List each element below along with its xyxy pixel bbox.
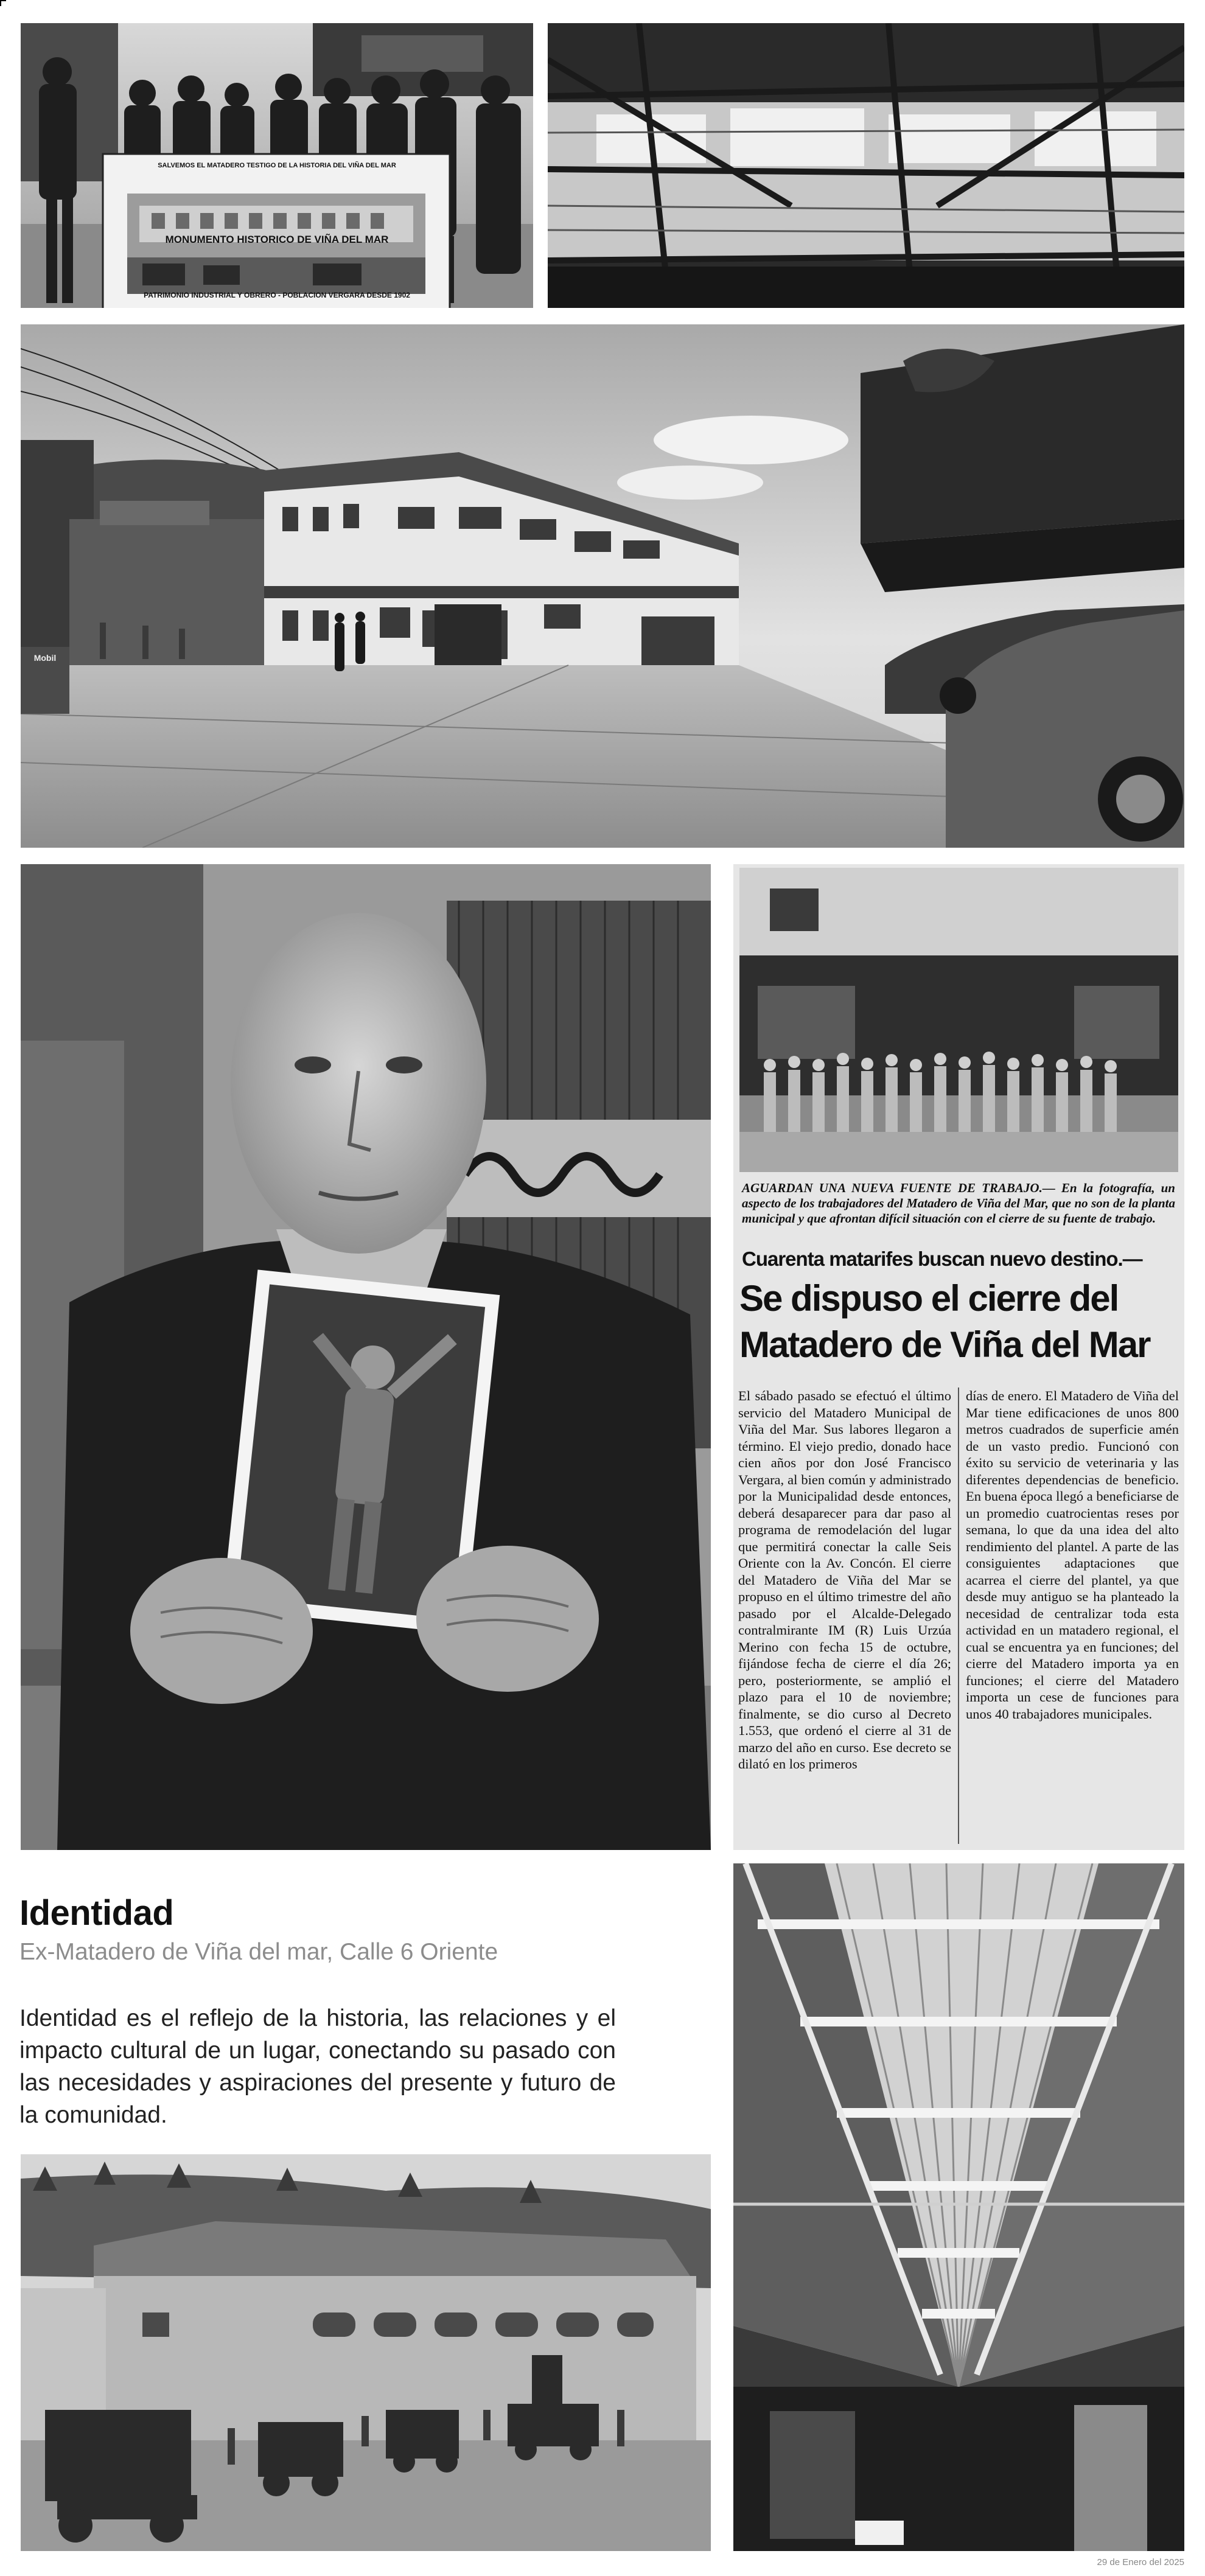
- roof-trusses-photo: [733, 1863, 1184, 2551]
- archive-building-graphic: [21, 2154, 711, 2551]
- roof-structure-photo: [548, 23, 1184, 308]
- roof-structure-graphic: [548, 23, 1184, 308]
- corner-mark: [0, 0, 6, 6]
- street-photo: [21, 324, 1184, 848]
- section-body: Identidad es el reflejo de la historia, las relaciones y el impacto cultural de un lugar, conectando su pasado con las necesidades y aspiraciones del presente y futuro de la comunidad.: [19, 2005, 616, 2128]
- mobil-sign-label: Mobil: [33, 653, 57, 663]
- newspaper-headline: Se dispuso el cierre del Matadero de Viña del Mar: [739, 1278, 1150, 1365]
- section-title: Identidad: [19, 1893, 174, 1933]
- newspaper-clipping-photo: [733, 864, 1184, 1850]
- protest-photo: [21, 23, 533, 308]
- archive-building-photo: [21, 2154, 711, 2551]
- newspaper-column-left: El sábado pasado se efectuó el último servicio del Matadero Municipal de Viña del Mar. Sus labores llegaron a término. El viejo predio, donado hace cien años por don José Francisco Vergara, al bien común y administrado por la Municipalidad desde entonces, deberá desaparecer para dar paso al programa de remodelación del lugar que permitirá conectar la calle Seis Oriente con la Av. Concón. El cierre del Matadero de Viña del Mar se propuso en el último trimestre del año pasado por el Alcalde-Delegado contralmirante IM (R) Luis Urzúa Merino con fecha 15 de octubre, fijándose fecha de cierre el día 26; pero, posteriormente, se amplió el plazo para el 10 de noviembre; finalmente, se dio curso al Decreto 1.553, que ordenó el cierre al 31 de marzo del año en curso. Ese decreto se dilató en los primeros: [738, 1388, 951, 1771]
- banner-top-line: SALVEMOS EL MATADERO TESTIGO DE LA HISTORIA DEL VIÑA DEL MAR: [158, 162, 396, 169]
- newspaper-subheadline: Cuarenta matarifes buscan nuevo destino.—: [742, 1248, 1142, 1270]
- street-graphic: [21, 324, 1184, 848]
- elder-portrait-photo: [21, 864, 711, 1850]
- banner-bottom-line: PATRIMONIO INDUSTRIAL Y OBRERO - POBLACION VERGARA DESDE 1902: [144, 291, 410, 299]
- newspaper-column-right: días de enero. El Matadero de Viña del Mar tiene edificaciones de unos 800 metros cuadrados de superficie amén de un vasto predio. Funcionó con éxito su servicio de veterinaria y las diferentes dependencias de beneficio. En buena época llegó a beneficiarse de un promedio cuatrocientas reses por semana, lo que da una idea del alto rendimiento del plantel. A parte de las consiguientes adaptaciones que acarrea el cierre del plantel, ya que desde muy antiguo se ha planteado la necesidad de centralizar toda esta actividad en un matadero regional, el cual se encuentra ya en funciones; del cierre del Matadero importa ya en funciones; el cierre del Matadero importa un cese de funciones para unos 40 trabajadores municipales.: [966, 1388, 1179, 1722]
- roof-trusses-graphic: [733, 1863, 1184, 2551]
- banner-main-line: MONUMENTO HISTORICO DE VIÑA DEL MAR: [165, 234, 389, 245]
- footer-date: 29 de Enero del 2025: [1097, 2557, 1184, 2567]
- newspaper-caption: AGUARDAN UNA NUEVA FUENTE DE TRABAJO.— En la fotografía, un aspecto de los trabajadores del Matadero de Viña del Mar, que no son de la planta municipal y que afrontan difícil situación con el cierre de su fuente de trabajo.: [742, 1181, 1175, 1226]
- elder-portrait-graphic: [21, 864, 711, 1850]
- section-subtitle: Ex-Matadero de Viña del mar, Calle 6 Oriente: [19, 1939, 498, 1965]
